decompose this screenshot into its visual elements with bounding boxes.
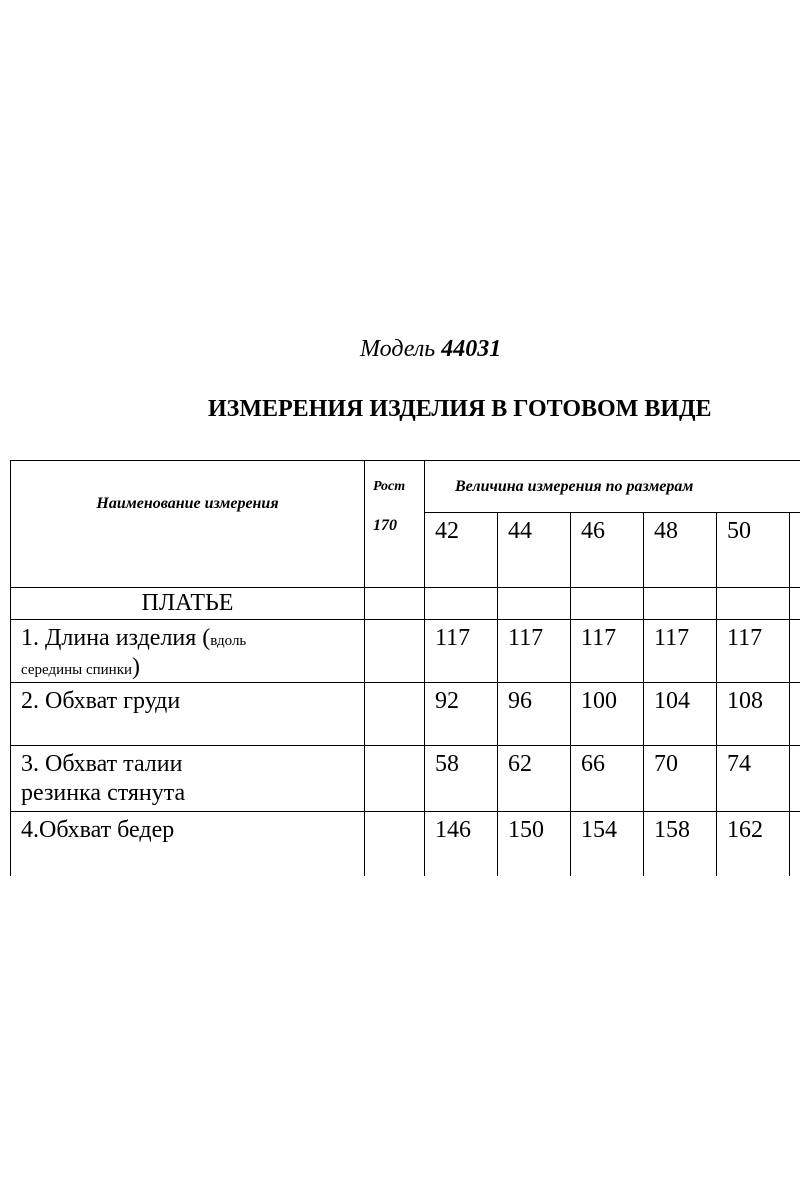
empty-cell [571,588,644,620]
size-cell: 42 [425,513,498,588]
rost-cell [365,620,425,683]
section-row [11,588,800,620]
empty-cell [498,588,571,620]
empty-cell [790,746,800,812]
empty-cell [790,683,800,746]
rost-value: 170 [373,516,397,534]
row-label: 1. Длина изделия (вдоль середины спинки) [11,620,365,683]
empty-cell [790,588,800,620]
empty-cell [790,620,800,683]
empty-cell [644,588,717,620]
value-cell: 100 [571,683,644,746]
value-cell: 62 [498,746,571,812]
value-cell: 96 [498,683,571,746]
value-cell: 117 [571,620,644,683]
col-rost-header [365,461,425,588]
rost-cell [365,746,425,812]
empty-cell [790,513,800,588]
size-cell: 44 [498,513,571,588]
empty-cell [425,588,498,620]
table-row [11,812,800,876]
value-cell: 104 [644,683,717,746]
value-cell: 108 [717,683,790,746]
empty-cell [790,812,800,876]
table-row [11,746,800,812]
value-cell: 117 [717,620,790,683]
value-cell: 154 [571,812,644,876]
row-label: 2. Обхват груди [11,683,365,746]
value-cell: 66 [571,746,644,812]
section-title: ПЛАТЬЕ [11,588,365,620]
row-label: 4.Обхват бедер [11,812,365,876]
size-cell: 46 [571,513,644,588]
table-row [11,683,800,746]
model-line [360,336,501,363]
rost-label: Рост [373,479,406,494]
value-cell: 117 [498,620,571,683]
model-number: 44031 [441,336,502,362]
empty-cell [717,588,790,620]
value-cell: 117 [644,620,717,683]
header-row [11,461,800,513]
value-cell: 158 [644,812,717,876]
value-cell: 74 [717,746,790,812]
table-row [11,620,800,683]
model-prefix: Модель [360,336,436,362]
value-cell: 117 [425,620,498,683]
rost-cell [365,812,425,876]
value-cell: 92 [425,683,498,746]
col-name-header: Наименование измерения [11,461,365,588]
value-cell: 146 [425,812,498,876]
empty-cell [365,588,425,620]
document-title: ИЗМЕРЕНИЯ ИЗДЕЛИЯ В ГОТОВОМ ВИДЕ [208,396,712,422]
value-cell: 58 [425,746,498,812]
value-cell: 162 [717,812,790,876]
size-cell: 50 [717,513,790,588]
row-label: 3. Обхват талии резинка стянута [11,746,365,812]
rost-cell [365,683,425,746]
value-cell: 150 [498,812,571,876]
col-sizes-header: Величина измерения по размерам [425,461,800,513]
size-cell: 48 [644,513,717,588]
value-cell: 70 [644,746,717,812]
measurements-table [10,460,800,876]
